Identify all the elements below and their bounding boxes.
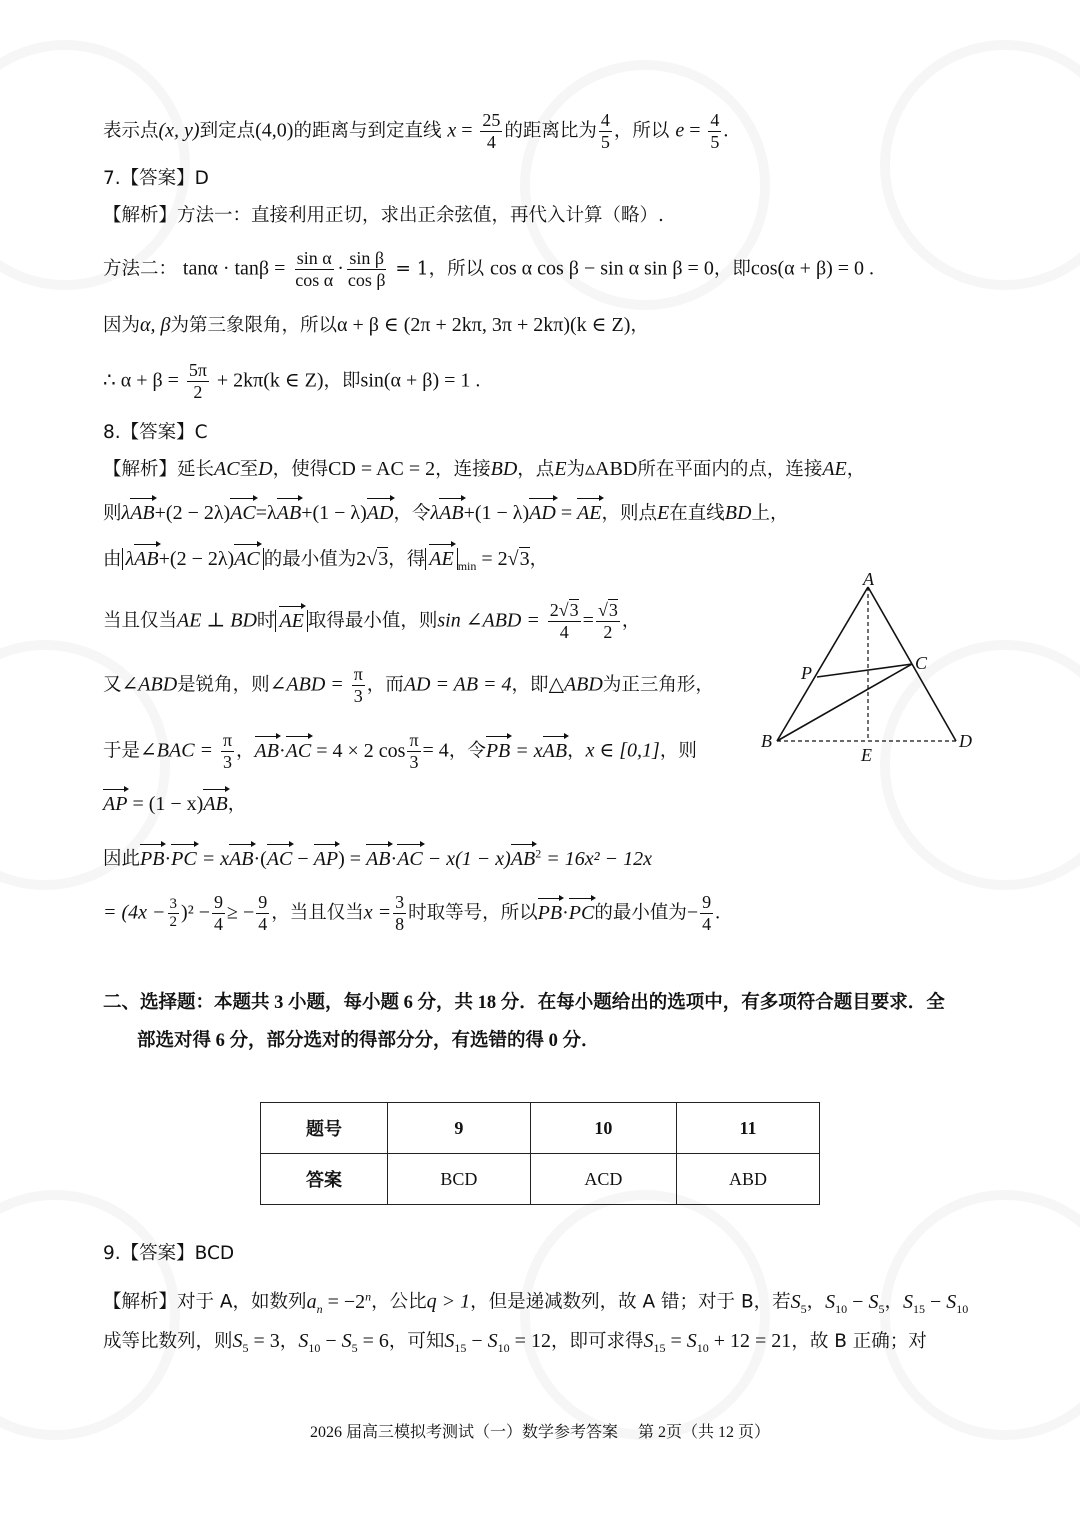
table-header-cell: 9: [388, 1103, 531, 1154]
q7-header: 7.【答案】D: [103, 168, 209, 189]
text: ，即: [713, 258, 751, 280]
label-b: B: [761, 731, 772, 751]
fraction-pi-3: $\frac{\pi}{3}$: [409, 730, 419, 772]
q9-line1: 【解析】对于 A，如数列$a_n = -2^n$，公比q > 1，但是递减数列，故 A 错；对于 B，若$S_5$，$S_{10} - S_5$，$S_{15} - S_{10}$: [103, 1289, 969, 1316]
text: 表示点: [103, 120, 159, 142]
segment-ac: [868, 587, 912, 664]
table-row: [261, 1103, 820, 1154]
fraction-4-5: $\frac{4}{5}$: [600, 110, 610, 152]
section-line: 部选对得 6 分，部分选对的得部分分，有选错的得 0 分．: [137, 1031, 600, 1051]
formula: + 2kπ(k ∈ Z): [216, 369, 324, 392]
segment-bc: [777, 664, 912, 741]
fraction-9-4: $\frac{9}{4}$: [213, 892, 223, 934]
q8-line4: 当且仅当AE ⊥ BD时 AE 取得最小值，则sin ∠ABD = $\frac{2√3}{4}$ = $\frac{√3}{2}$ ，: [103, 600, 641, 642]
q7-method1: [103, 203, 664, 229]
text: ，所以: [613, 120, 670, 142]
formula: α, β: [140, 314, 171, 336]
table-cell: ACD: [530, 1154, 676, 1205]
q8-line8: 因此$PB\cdot PC = xAB\cdot(AC - AP) = AB\cdot AC - x(1 - x)AB^2 = 16x^2 - 12x$: [103, 840, 652, 873]
q8-line6: 于是∠BAC = $\frac{\pi}{3}$ ，AB·AC = 4 × 2 cos $\frac{\pi}{3}$ = 4，令PB = xAB，x ∈ [0,1]，则: [103, 730, 697, 772]
label-a: A: [863, 569, 874, 589]
text: 方法二：: [103, 258, 178, 280]
fraction-2root3-4: $\frac{2√3}{4}$: [549, 600, 579, 642]
text: 的距离比为: [504, 120, 597, 142]
segment-ab: [777, 587, 868, 741]
page-footer: 2026 届高三模拟考测试（一）数学参考答案 第 2页（共 12 页）: [309, 1424, 770, 1441]
label-d: D: [959, 731, 972, 751]
ratio-line: 表示点(x, y)到定点(4,0)的距离与到定直线 x = $\frac{25}{4}$ 的距离比为 $\frac{4}{5}$ ，所以 e = $\frac{4}{5}$ .: [103, 110, 729, 152]
q8-line5: 又∠ABD是锐角，则∠ABD = $\frac{\pi}{3}$ ，而AD = AB = 4，即△ABD为正三角形，: [103, 664, 714, 706]
q8-line7: AP = (1 − x)AB，: [103, 788, 246, 818]
formula: α + β ∈ (2π + 2kπ, 3π + 2kπ)(k ∈ Z): [337, 314, 631, 336]
fraction-sin-cos-b: $\frac{\text{sin β}}{\text{cos β}}$: [347, 248, 386, 290]
q8-line1: 【解析】延长AC至D，使得CD = AC = 2，连接BD，点E为▵ABD所在平面内的点，连接AE，: [103, 458, 866, 480]
table-cell: 答案: [261, 1154, 388, 1205]
text: 因为: [103, 315, 141, 336]
fraction-3-2: $\frac{3}{2}$: [169, 896, 178, 930]
text: ，即: [323, 370, 361, 392]
explain-label: 【解析】: [103, 205, 178, 226]
var-x: x: [447, 119, 457, 142]
formula: sin(α + β) = 1 .: [360, 369, 481, 392]
fraction-4-5: $\frac{4}{5}$: [710, 110, 720, 152]
fraction-pi-3: $\frac{\pi}{3}$: [222, 730, 233, 772]
q9-line2: 成等比数列，则$S_5 = 3$，$S_{10} - S_5 = 6$，可知$S_{15} - S_{10} = 12$，即可求得$S_{15} = S_{10} + 12 = 21$，故 B 正确；对: [103, 1330, 927, 1355]
fraction-5pi-2: $\frac{5\pi}{2}$: [188, 360, 207, 402]
text: 方法一：直接利用正切，求出正余弦值，再代入计算（略）.: [177, 205, 664, 226]
label-p: P: [801, 663, 812, 683]
label-c: C: [915, 653, 928, 673]
text: ，: [630, 315, 649, 336]
text: 到定点: [199, 120, 256, 142]
triangle-figure: [755, 565, 985, 765]
fraction-root3-2: $\frac{√3}{2}$: [597, 600, 618, 642]
var-e: e: [675, 119, 685, 142]
answer-table: [260, 1102, 820, 1205]
label-e: E: [861, 745, 872, 765]
q8-line2: 则λAB+(2 − 2λ)AC=λAB+(1 − λ)AD，令λAB+(1 − λ)AD = AE，则点E在直线BD上，: [103, 497, 788, 527]
segment-cd: [912, 664, 956, 741]
section-heading: [103, 984, 983, 1060]
formula: cos(α + β) = 0 .: [750, 257, 875, 280]
q8-line9: = (4x − $\frac{3}{2}$ )² − $\frac{9}{4}$ ≥ − $\frac{9}{4}$ ，当且仅当x = $\frac{3}{8}$ 时取等号，所以PB·PC的最小值为− $\frac{9}{4}$ .: [103, 892, 721, 934]
q8-line3: 由 λAB+(2 − 2λ)AC 的最小值为2√3，得 AE $_{min}$ = 2√3，: [103, 543, 548, 579]
formula: ∴ α + β =: [103, 369, 179, 392]
text: = 1，所以: [395, 258, 485, 280]
q8-header: 8.【答案】C: [103, 422, 208, 443]
table-cell: ABD: [677, 1154, 820, 1205]
formula: cos α cos β − sin α sin β = 0: [489, 257, 714, 280]
segment-pc: [817, 664, 912, 677]
point-xy: (x, y): [158, 119, 200, 142]
fixed-point: (4,0): [255, 119, 294, 142]
fraction-9-4: $\frac{9}{4}$: [702, 892, 712, 934]
table-row: [261, 1154, 820, 1205]
formula: tanα · tanβ =: [182, 257, 286, 280]
section-line: 二、选择题：本题共 3 小题，每小题 6 分，共 18 分．在每小题给出的选项中，有多项符合题目要求．全: [103, 993, 945, 1013]
watermark-seal: [880, 40, 1080, 290]
fraction-pi-3: $\frac{\pi}{3}$: [353, 664, 363, 706]
table-header-cell: 11: [677, 1103, 820, 1154]
table-header-cell: 题号: [261, 1103, 388, 1154]
table-cell: BCD: [388, 1154, 531, 1205]
fraction-3-8: $\frac{3}{8}$: [395, 892, 405, 934]
q7-method2: 方法二： tanα · tanβ = $\frac{\text{sin α}}{\text{cos α}}$ · $\frac{\text{sin β}}{\text{cos β}}$ = 1，所以 cos α cos β − sin α sin β = 0，即cos(α + β) = 0 .: [103, 248, 875, 290]
text: 为第三象限角，所以: [170, 315, 337, 336]
fraction-9-4: $\frac{9}{4}$: [258, 892, 268, 934]
q7-line3: [103, 312, 649, 339]
q9-header: 9.【答案】BCD: [103, 1243, 235, 1264]
table-header-cell: 10: [530, 1103, 676, 1154]
fraction-25-4: $\frac{25}{4}$: [482, 110, 501, 152]
text: 的距离与到定直线: [293, 120, 442, 142]
fraction-sin-cos-a: $\frac{\text{sin α}}{\text{cos α}}$: [295, 248, 334, 290]
q7-line4: [103, 360, 480, 403]
